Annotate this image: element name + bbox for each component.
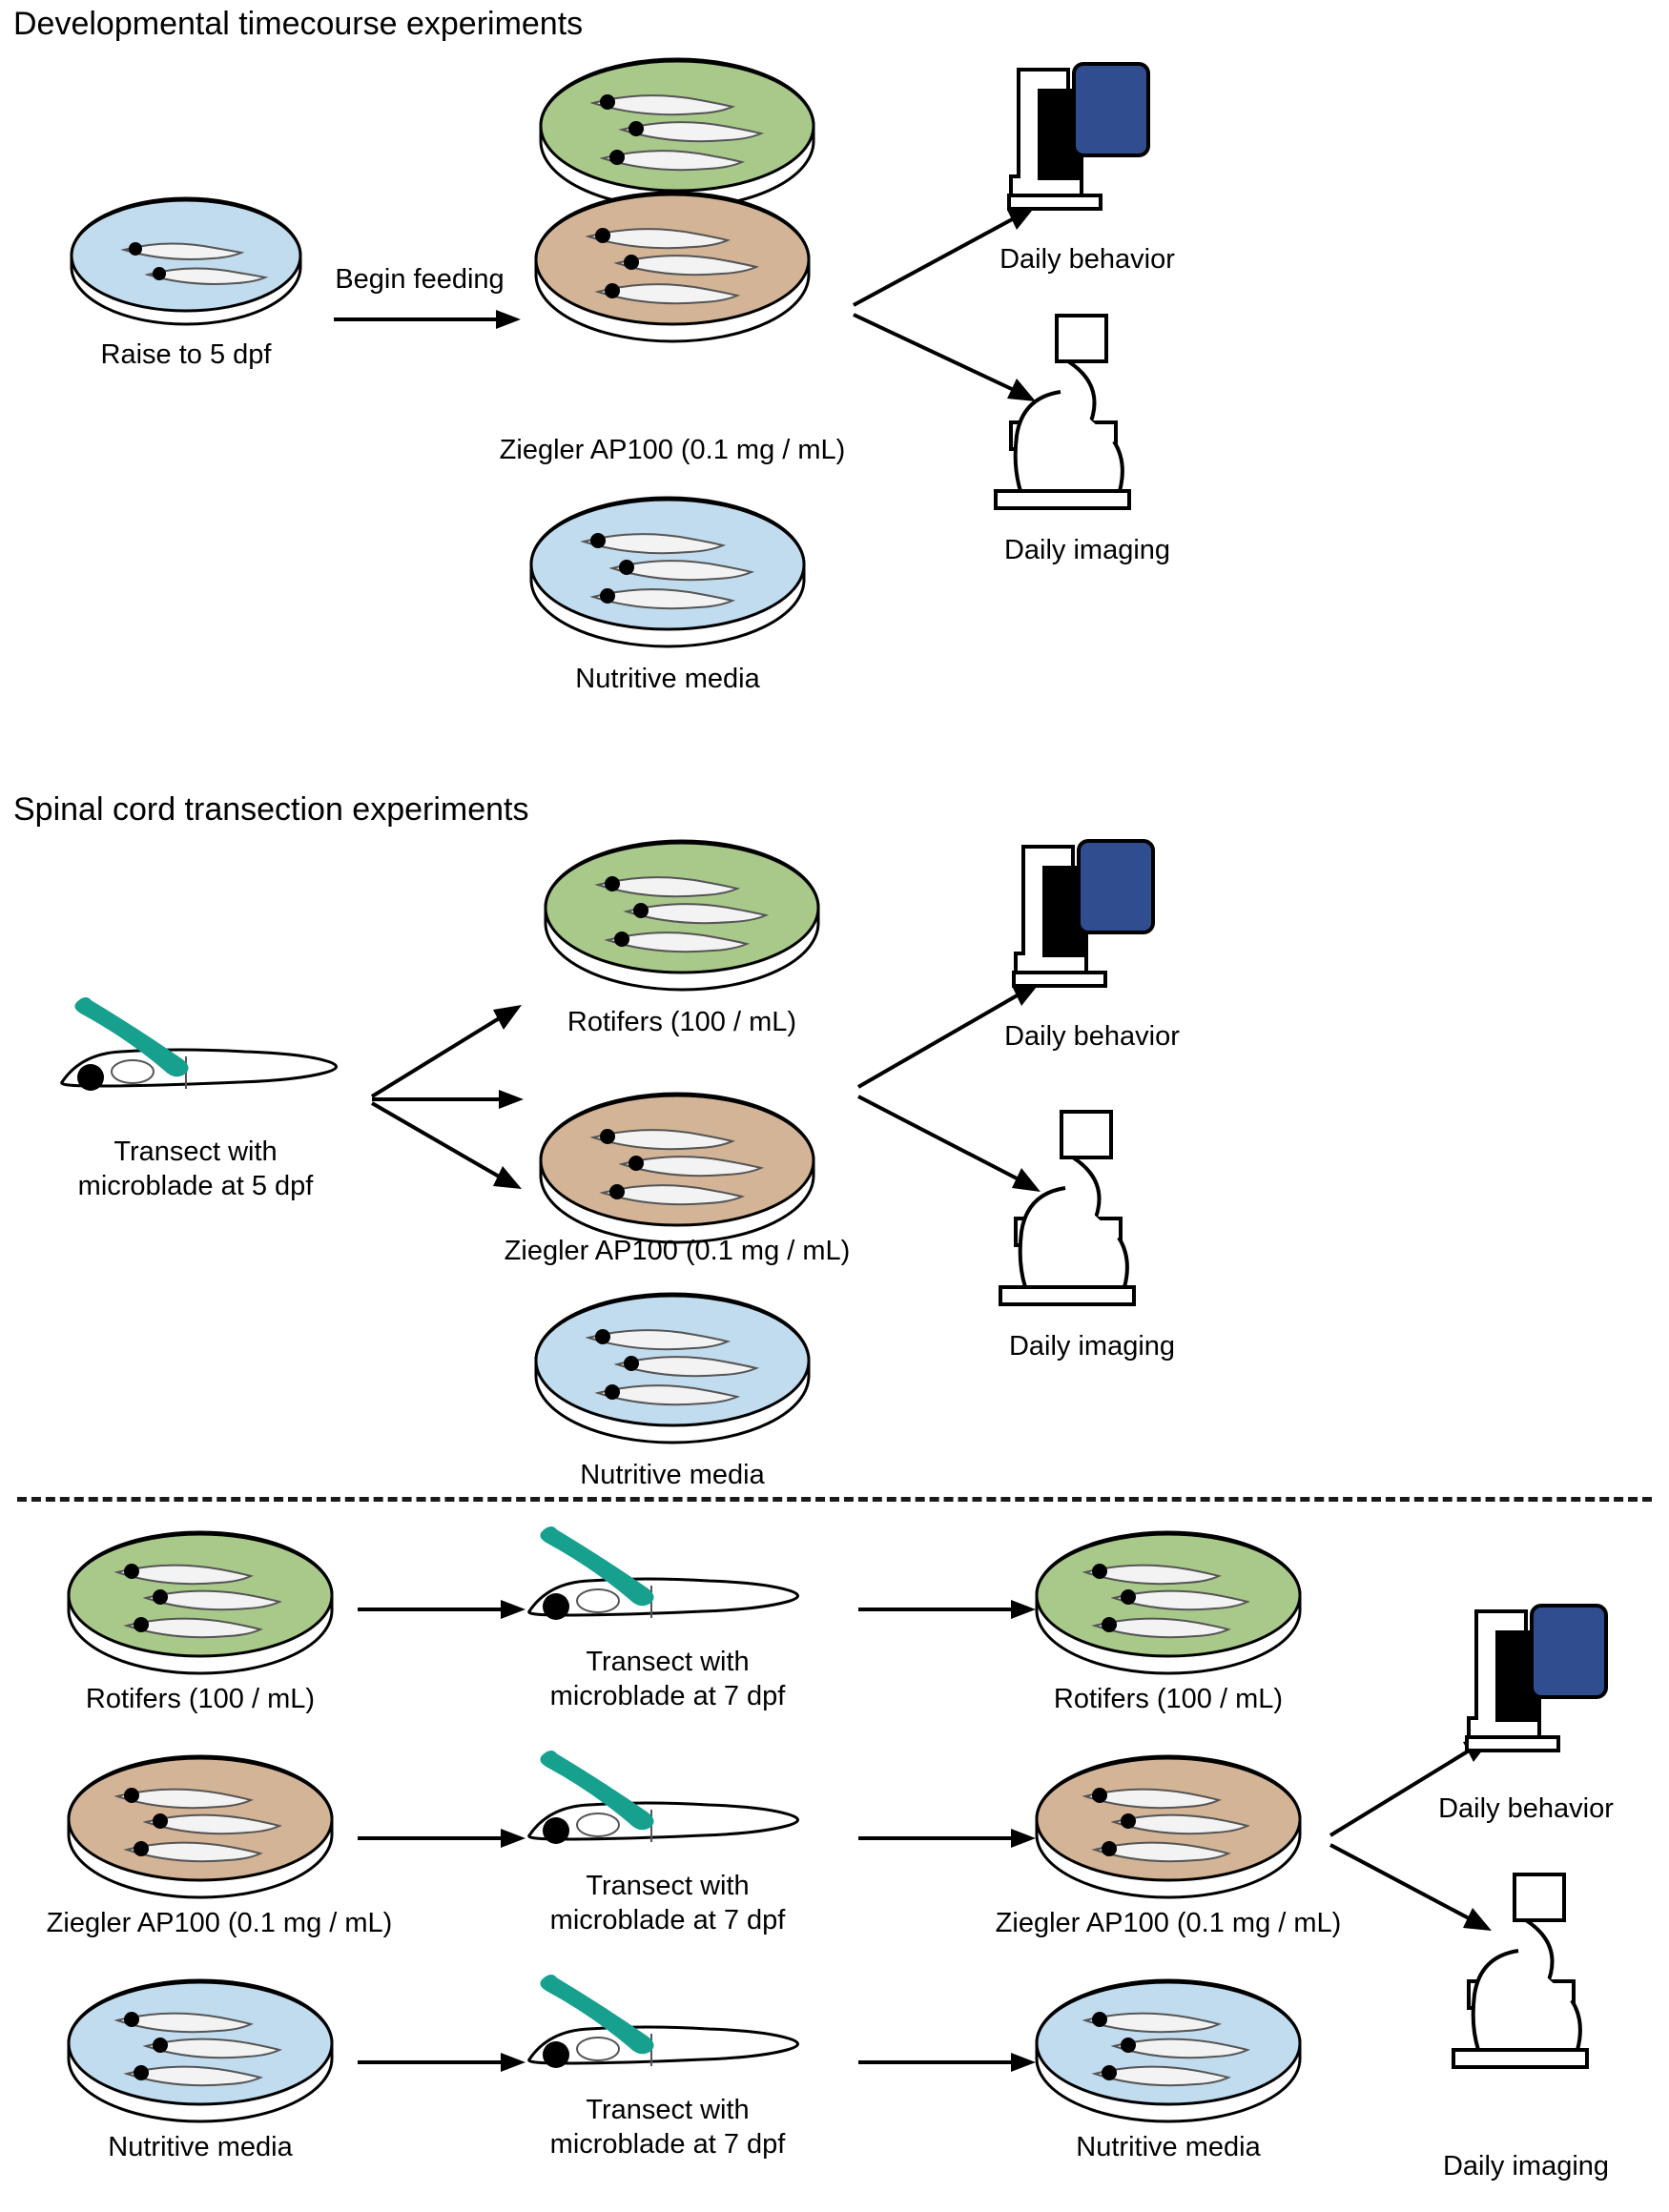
caption-transect-7dpf-row1-line2: microblade at 7 dpf <box>549 1681 786 1712</box>
caption-media-c-end: Nutritive media <box>1076 2132 1261 2162</box>
dish-ziegler-c-end <box>1030 1754 1307 1897</box>
caption-media-b: Nutritive media <box>580 1460 765 1490</box>
dish-ziegler-c-start <box>62 1754 339 1897</box>
icon-microscope-c <box>1411 1869 1640 2079</box>
caption-media-c-start: Nutritive media <box>108 2132 293 2162</box>
caption-ziegler-c-start: Ziegler AP100 (0.1 mg / mL) <box>46 1908 393 1938</box>
caption-transect-5dpf-line1: Transect with <box>113 1137 278 1167</box>
caption-daily-behavior-c: Daily behavior <box>1438 1793 1614 1824</box>
dish-media-a <box>525 496 811 648</box>
caption-ziegler-a: Ziegler AP100 (0.1 mg / mL) <box>499 435 846 465</box>
dish-rotifers-b <box>539 839 825 992</box>
caption-ziegler-c-end: Ziegler AP100 (0.1 mg / mL) <box>995 1908 1342 1938</box>
dish-media-c-end <box>1030 1978 1307 2121</box>
caption-rotifers-c-start: Rotifers (100 / mL) <box>85 1684 316 1714</box>
caption-transect-7dpf-row3 <box>510 2093 825 2162</box>
caption-daily-behavior-a: Daily behavior <box>999 244 1175 275</box>
dish-ziegler-a <box>529 191 815 343</box>
dish-rotifers-a <box>534 57 820 210</box>
arrow-begin-feeding <box>334 305 525 334</box>
arrow-c-row2-b <box>858 1826 1040 1851</box>
icon-behavior-rig-b <box>987 830 1197 1001</box>
dish-rotifers-c-end <box>1030 1530 1307 1673</box>
icon-larva-transect-7dpf-row2 <box>501 1726 815 1878</box>
icon-larva-transect-7dpf-row3 <box>501 1950 815 2102</box>
dish-media-c-start <box>62 1978 339 2121</box>
icon-behavior-rig-a <box>982 52 1192 224</box>
caption-transect-7dpf-row1-line1: Transect with <box>586 1647 750 1677</box>
icon-larva-transect-5dpf <box>33 973 358 1125</box>
caption-transect-7dpf-row3-line1: Transect with <box>586 2095 750 2125</box>
caption-transect-7dpf-row1 <box>510 1645 825 1714</box>
caption-transect-5dpf-line2: microblade at 5 dpf <box>77 1171 314 1202</box>
icon-microscope-b <box>958 1106 1187 1316</box>
section-title-developmental: Developmental timecourse experiments <box>13 6 584 42</box>
caption-media-a: Nutritive media <box>575 664 760 694</box>
caption-transect-7dpf-row3-line2: microblade at 7 dpf <box>549 2129 786 2161</box>
caption-transect-7dpf-row2-line1: Transect with <box>586 1871 750 1901</box>
dish-media-b <box>529 1292 815 1444</box>
caption-transect-7dpf-row2 <box>510 1869 825 1938</box>
caption-daily-imaging-b: Daily imaging <box>1008 1331 1176 1362</box>
caption-daily-imaging-c: Daily imaging <box>1442 2151 1610 2181</box>
dish-ziegler-b <box>534 1092 820 1244</box>
icon-behavior-rig-c <box>1440 1594 1650 1766</box>
caption-daily-behavior-b: Daily behavior <box>1004 1021 1180 1052</box>
dish-rotifers-c-start <box>62 1530 339 1673</box>
section-divider <box>17 1497 1652 1502</box>
arrows-branch-b <box>367 987 539 1206</box>
section-title-transection: Spinal cord transection experiments <box>13 791 529 828</box>
caption-rotifers-c-end: Rotifers (100 / mL) <box>1053 1684 1284 1714</box>
label-begin-feeding: Begin feeding <box>335 264 505 295</box>
dish-raise-5dpf <box>67 200 305 329</box>
icon-larva-transect-7dpf-row1 <box>501 1502 815 1654</box>
caption-transect-7dpf-row2-line2: microblade at 7 dpf <box>549 1905 786 1936</box>
icon-microscope-a <box>954 310 1183 520</box>
caption-daily-imaging-a: Daily imaging <box>1003 535 1171 565</box>
caption-raise-5dpf: Raise to 5 dpf <box>100 339 272 370</box>
arrow-c-row3-b <box>858 2050 1040 2075</box>
caption-rotifers-b: Rotifers (100 / mL) <box>567 1007 797 1037</box>
caption-transect-5dpf <box>33 1135 358 1204</box>
caption-ziegler-b: Ziegler AP100 (0.1 mg / mL) <box>504 1236 851 1266</box>
arrow-c-row1-b <box>858 1597 1040 1622</box>
